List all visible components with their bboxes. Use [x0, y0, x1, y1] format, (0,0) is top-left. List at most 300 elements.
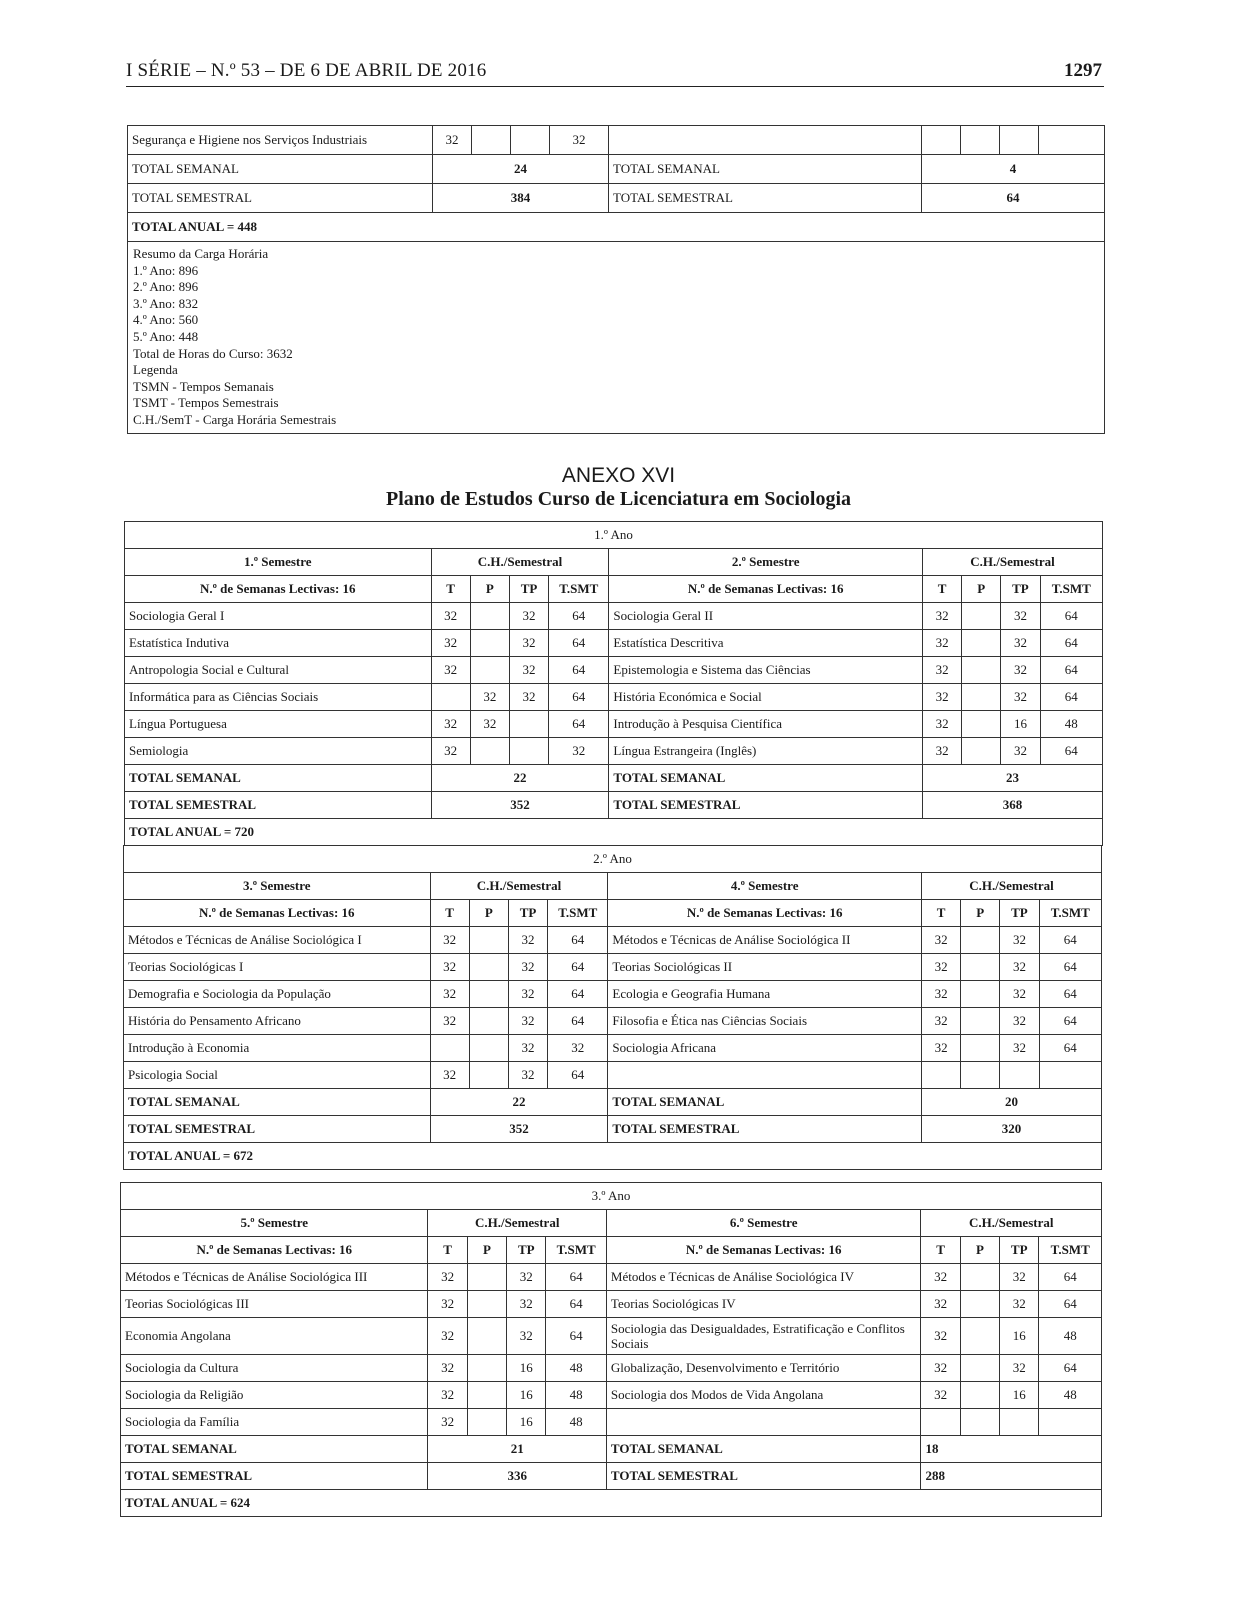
cell-tp: [511, 126, 550, 155]
cell-t: 32: [431, 630, 470, 657]
cell-tsmt: 64: [1039, 954, 1101, 981]
cell-t: 32: [921, 927, 960, 954]
cell-t: 32: [921, 1291, 960, 1318]
cell-t: [921, 1062, 960, 1089]
col-header-tp: TP: [508, 900, 547, 927]
cell-t: 32: [431, 657, 470, 684]
cell-t: 32: [921, 1008, 960, 1035]
cell-tp: 32: [508, 981, 547, 1008]
semester-header-row: [125, 549, 1103, 576]
cell-tp: 16: [1000, 1318, 1039, 1355]
summary-line: 1.º Ano: 896: [133, 262, 199, 278]
semester-header-row: [121, 1210, 1102, 1237]
total-semanal-right: 23: [922, 765, 1102, 792]
page-number: 1297: [1064, 60, 1102, 81]
cell-tp: 32: [509, 684, 548, 711]
cell-tp: 32: [509, 603, 548, 630]
semester-right: 6.º Semestre: [606, 1210, 921, 1237]
cell-p: [469, 981, 508, 1008]
cell-tsmt: 48: [546, 1409, 606, 1436]
weeks-header: N.º de Semanas Lectivas: 16: [124, 900, 431, 927]
total-semestral-label: TOTAL SEMESTRAL: [609, 792, 923, 819]
col-header-p: P: [962, 576, 1001, 603]
total-anual-row: [125, 819, 1103, 846]
col-header-tsmt: T.SMT: [1039, 1237, 1102, 1264]
semester-left: 5.º Semestre: [121, 1210, 428, 1237]
cell-tsmt: 64: [548, 981, 608, 1008]
total-semanal-row: [128, 155, 1105, 184]
ch-semestral-header: C.H./Semestral: [921, 1210, 1102, 1237]
cell-tsmt: 64: [549, 684, 609, 711]
cell-t: 32: [428, 1382, 467, 1409]
cell-tsmt: 64: [1040, 684, 1102, 711]
cell-tp: 32: [508, 1062, 547, 1089]
ch-semestral-header: C.H./Semestral: [428, 1210, 606, 1237]
cell-tp: 16: [507, 1409, 546, 1436]
cell-t: 32: [428, 1318, 467, 1355]
annex-title: Plano de Estudos Curso de Licenciatura em Sociologia: [385, 488, 851, 510]
cell-tsmt: 48: [1039, 1382, 1102, 1409]
col-header-tsmt: T.SMT: [1040, 576, 1102, 603]
course-name: Informática para as Ciências Sociais: [125, 684, 432, 711]
year-title-row: [121, 1183, 1102, 1210]
weeks-header: N.º de Semanas Lectivas: 16: [608, 900, 922, 927]
total-semanal-left: 22: [430, 1089, 608, 1116]
cell-tp: 16: [507, 1382, 546, 1409]
cell-tsmt: 64: [548, 1062, 608, 1089]
cell-t: 32: [430, 1008, 469, 1035]
cell-t: 32: [922, 711, 961, 738]
cell-t: 32: [921, 1035, 960, 1062]
cell-tp: 32: [507, 1318, 546, 1355]
col-header-t: T: [431, 576, 470, 603]
table-row: [125, 630, 1103, 657]
cell-p: [470, 657, 509, 684]
total-semestral-row: [121, 1463, 1102, 1490]
summary-row: [128, 242, 1105, 434]
cell-tsmt: 48: [1040, 711, 1102, 738]
course-name: Antropologia Social e Cultural: [125, 657, 432, 684]
cell-tp: 32: [509, 657, 548, 684]
cell-p: [962, 684, 1001, 711]
cell-tsmt: 64: [549, 630, 609, 657]
annex-number: ANEXO XVI: [561, 464, 676, 487]
cell-tsmt: 32: [550, 126, 609, 155]
cell-p: [960, 1409, 999, 1436]
cell-tsmt: 32: [548, 1035, 608, 1062]
cell-tp: 32: [1000, 1035, 1039, 1062]
cell-t: 32: [921, 1355, 960, 1382]
total-semanal-right: 18: [921, 1436, 1102, 1463]
cell-p: [467, 1291, 506, 1318]
course-name: Estatística Descritiva: [609, 630, 923, 657]
year-title: 3.º Ano: [121, 1183, 1102, 1210]
cell-tsmt: 64: [1039, 1264, 1102, 1291]
total-anual-row: [121, 1490, 1102, 1517]
col-header-p: P: [469, 900, 508, 927]
summary-line: Legenda: [133, 362, 178, 378]
page-header: [126, 60, 1104, 87]
table-row: [124, 1062, 1102, 1089]
total-semanal-right: 4: [922, 155, 1105, 184]
cell-tp: 16: [507, 1355, 546, 1382]
total-semanal-left: 21: [428, 1436, 606, 1463]
cell-tp: [1000, 1409, 1039, 1436]
cell-tp: 32: [1000, 1008, 1039, 1035]
cell-tp: 32: [1000, 1264, 1039, 1291]
cell-p: [469, 954, 508, 981]
series-title: I SÉRIE – N.º 53 – DE 6 DE ABRIL DE 2016: [126, 60, 487, 81]
course-name: Economia Angolana: [121, 1318, 428, 1355]
course-name: Língua Portuguesa: [125, 711, 432, 738]
total-semanal-right: 20: [921, 1089, 1101, 1116]
semester-left: 1.º Semestre: [125, 549, 432, 576]
course-name: Teorias Sociológicas III: [121, 1291, 428, 1318]
course-name: Sociologia da Cultura: [121, 1355, 428, 1382]
course-name: Sociologia das Desigualdades, Estratificação e Conflitos Sociais: [606, 1318, 921, 1355]
col-header-p: P: [467, 1237, 506, 1264]
cell-t: 32: [431, 603, 470, 630]
col-header-tsmt: T.SMT: [548, 900, 608, 927]
cell-tsmt: 64: [1039, 1035, 1101, 1062]
cell-tp: 32: [508, 1035, 547, 1062]
col-header-tsmt: T.SMT: [546, 1237, 606, 1264]
cell-t: 32: [431, 738, 470, 765]
table-row: [125, 711, 1103, 738]
cell-p: [472, 126, 511, 155]
total-semestral-row: [124, 1116, 1102, 1143]
cell-t: [431, 684, 470, 711]
cell-p: [467, 1264, 506, 1291]
total-semanal-row: [121, 1436, 1102, 1463]
summary-line: C.H./SemT - Carga Horária Semestrais: [133, 411, 337, 427]
col-header-tp: TP: [509, 576, 548, 603]
cell-tp: 32: [1000, 954, 1039, 981]
cell-t: [430, 1035, 469, 1062]
total-semanal-label: TOTAL SEMANAL: [609, 155, 922, 184]
cell-tsmt: 48: [1039, 1318, 1102, 1355]
cell-t: 32: [921, 954, 960, 981]
table-row: [121, 1318, 1102, 1355]
course-name: Globalização, Desenvolvimento e Território: [606, 1355, 921, 1382]
ch-semestral-header: C.H./Semestral: [430, 873, 608, 900]
cell-p: [467, 1355, 506, 1382]
cell-t: [921, 1409, 960, 1436]
cell-t: 32: [430, 954, 469, 981]
table-row: [124, 1035, 1102, 1062]
cell-tp: [509, 711, 548, 738]
cell-t: 32: [430, 1062, 469, 1089]
cell-tp: 32: [508, 927, 547, 954]
cell-tp: 32: [1000, 1355, 1039, 1382]
total-semanal-left: 22: [431, 765, 609, 792]
year-title: 1.º Ano: [125, 522, 1103, 549]
cell-t: 32: [430, 981, 469, 1008]
cell-p: [961, 1062, 1000, 1089]
cell-t: 32: [922, 684, 961, 711]
total-semestral-left: 352: [431, 792, 609, 819]
summary-line: 4.º Ano: 560: [133, 312, 199, 328]
cell-tsmt: 64: [549, 657, 609, 684]
cell-tp: 16: [1001, 711, 1040, 738]
total-semanal-row: [124, 1089, 1102, 1116]
cell-tp: 32: [1001, 738, 1040, 765]
cell-tsmt: [1039, 1409, 1102, 1436]
total-semestral-label: TOTAL SEMESTRAL: [608, 1116, 922, 1143]
course-name: Demografia e Sociologia da População: [124, 981, 431, 1008]
cell-p: [960, 1382, 999, 1409]
cell-tsmt: [1039, 1062, 1101, 1089]
course-name: Introdução à Economia: [124, 1035, 431, 1062]
table-row: [124, 927, 1102, 954]
course-name: Métodos e Técnicas de Análise Sociológica III: [121, 1264, 428, 1291]
table-row: [124, 981, 1102, 1008]
col-header-t: T: [921, 900, 960, 927]
cell-p: [961, 1008, 1000, 1035]
table-row: [124, 954, 1102, 981]
cell-tp: 32: [1000, 1291, 1039, 1318]
cell-tsmt: 64: [548, 927, 608, 954]
cell-tp: 16: [1000, 1382, 1039, 1409]
cell-tsmt: 64: [1039, 927, 1101, 954]
col-header-tp: TP: [1000, 900, 1039, 927]
weeks-header: N.º de Semanas Lectivas: 16: [121, 1237, 428, 1264]
table-row: [125, 684, 1103, 711]
workload-summary: [128, 242, 1105, 434]
total-semestral-row: [125, 792, 1103, 819]
cell-p: [962, 630, 1001, 657]
cell-tsmt: 48: [546, 1355, 606, 1382]
cell-tp: 32: [508, 954, 547, 981]
col-header-p: P: [961, 900, 1000, 927]
course-name: Semiologia: [125, 738, 432, 765]
ch-semestral-header: C.H./Semestral: [922, 549, 1102, 576]
course-name: Filosofia e Ética nas Ciências Sociais: [608, 1008, 922, 1035]
table-row: [125, 738, 1103, 765]
cell-p: [470, 630, 509, 657]
cell-p: [962, 603, 1001, 630]
table-row: [121, 1355, 1102, 1382]
total-semanal-label: TOTAL SEMANAL: [128, 155, 433, 184]
cell-p: [467, 1318, 506, 1355]
col-header-t: T: [921, 1237, 960, 1264]
table-row: [121, 1409, 1102, 1436]
course-name: [608, 1062, 922, 1089]
course-name: Língua Estrangeira (Inglês): [609, 738, 923, 765]
empty-cell: [609, 126, 922, 155]
cell-p: [470, 603, 509, 630]
total-semestral-row: [128, 184, 1105, 213]
year-table-2: [123, 845, 1102, 1170]
course-name: Métodos e Técnicas de Análise Sociológica IV: [606, 1264, 921, 1291]
course-name: Introdução à Pesquisa Científica: [609, 711, 923, 738]
cell-tp: 32: [1001, 630, 1040, 657]
cell-tp: 32: [1001, 603, 1040, 630]
col-header-tp: TP: [507, 1237, 546, 1264]
empty-cell: [1000, 126, 1039, 155]
cell-t: 32: [921, 981, 960, 1008]
total-semestral-label: TOTAL SEMESTRAL: [124, 1116, 431, 1143]
cell-tp: [509, 738, 548, 765]
cell-tsmt: 64: [548, 954, 608, 981]
total-semanal-label: TOTAL SEMANAL: [608, 1089, 922, 1116]
cell-p: [961, 981, 1000, 1008]
course-name: Ecologia e Geografia Humana: [608, 981, 922, 1008]
cell-t: 32: [430, 927, 469, 954]
cell-t: 32: [428, 1409, 467, 1436]
cell-tsmt: 64: [546, 1318, 606, 1355]
table-row: [125, 657, 1103, 684]
weeks-header: N.º de Semanas Lectivas: 16: [609, 576, 923, 603]
cell-tsmt: 64: [549, 711, 609, 738]
cell-p: [470, 738, 509, 765]
semester-right: 4.º Semestre: [608, 873, 922, 900]
cell-t: 32: [433, 126, 472, 155]
total-semestral-left: 352: [430, 1116, 608, 1143]
cell-tsmt: 64: [1040, 657, 1102, 684]
cell-p: [469, 1035, 508, 1062]
empty-cell: [1039, 126, 1105, 155]
empty-cell: [961, 126, 1000, 155]
total-anual-row: [128, 213, 1105, 242]
col-header-tsmt: T.SMT: [549, 576, 609, 603]
cell-p: [961, 1035, 1000, 1062]
cell-t: 32: [922, 738, 961, 765]
total-semanal-label: TOTAL SEMANAL: [606, 1436, 921, 1463]
cell-tsmt: 64: [1039, 1291, 1102, 1318]
course-name: História Económica e Social: [609, 684, 923, 711]
cell-tsmt: 64: [1040, 630, 1102, 657]
previous-plan-table: [127, 125, 1105, 434]
cell-t: 32: [922, 603, 961, 630]
column-header-row: [121, 1237, 1102, 1264]
total-semanal-label: TOTAL SEMANAL: [124, 1089, 431, 1116]
cell-p: [961, 954, 1000, 981]
cell-tp: 32: [1001, 657, 1040, 684]
course-name: Psicologia Social: [124, 1062, 431, 1089]
total-semestral-label: TOTAL SEMESTRAL: [121, 1463, 428, 1490]
cell-p: [469, 927, 508, 954]
cell-tp: 32: [507, 1291, 546, 1318]
cell-t: 32: [428, 1291, 467, 1318]
course-name: Teorias Sociológicas IV: [606, 1291, 921, 1318]
year-table-1: [124, 521, 1103, 846]
year-title-row: [125, 522, 1103, 549]
cell-p: [469, 1062, 508, 1089]
course-name: Estatística Indutiva: [125, 630, 432, 657]
course-name: Segurança e Higiene nos Serviços Industriais: [128, 126, 433, 155]
course-name: Sociologia da Religião: [121, 1382, 428, 1409]
col-header-tsmt: T.SMT: [1039, 900, 1101, 927]
course-name: Sociologia Africana: [608, 1035, 922, 1062]
cell-tsmt: 32: [549, 738, 609, 765]
weeks-header: N.º de Semanas Lectivas: 16: [606, 1237, 921, 1264]
cell-p: [960, 1264, 999, 1291]
col-header-p: P: [470, 576, 509, 603]
cell-t: 32: [428, 1264, 467, 1291]
total-semanal-label: TOTAL SEMANAL: [125, 765, 432, 792]
col-header-tp: TP: [1000, 1237, 1039, 1264]
course-name: Sociologia Geral I: [125, 603, 432, 630]
summary-line: 5.º Ano: 448: [133, 328, 199, 344]
total-semestral-right: 288: [921, 1463, 1102, 1490]
total-semanal-left: 24: [433, 155, 609, 184]
empty-cell: [922, 126, 961, 155]
course-name: Teorias Sociológicas II: [608, 954, 922, 981]
cell-t: 32: [428, 1355, 467, 1382]
cell-tp: [1000, 1062, 1039, 1089]
cell-p: [961, 927, 1000, 954]
cell-tp: 32: [1001, 684, 1040, 711]
column-header-row: [124, 900, 1102, 927]
semester-left: 3.º Semestre: [124, 873, 431, 900]
total-anual: TOTAL ANUAL = 624: [121, 1490, 1102, 1517]
summary-line: Resumo da Carga Horária: [133, 246, 269, 261]
cell-p: [962, 711, 1001, 738]
cell-tp: 32: [507, 1264, 546, 1291]
summary-line: Total de Horas do Curso: 3632: [133, 345, 293, 361]
course-name: Sociologia da Família: [121, 1409, 428, 1436]
cell-p: [962, 738, 1001, 765]
cell-tsmt: 64: [549, 603, 609, 630]
summary-line: TSMN - Tempos Semanais: [133, 378, 274, 394]
course-name: Sociologia Geral II: [609, 603, 923, 630]
cell-p: [960, 1318, 999, 1355]
table-row: [128, 126, 1105, 155]
course-name: Métodos e Técnicas de Análise Sociológica I: [124, 927, 431, 954]
cell-p: [469, 1008, 508, 1035]
cell-t: 32: [921, 1382, 960, 1409]
cell-tp: 32: [508, 1008, 547, 1035]
cell-p: [960, 1291, 999, 1318]
cell-p: 32: [470, 711, 509, 738]
cell-t: 32: [431, 711, 470, 738]
col-header-t: T: [428, 1237, 467, 1264]
total-semestral-right: 64: [922, 184, 1105, 213]
year-table-3: [120, 1182, 1102, 1517]
cell-p: [467, 1382, 506, 1409]
total-semanal-row: [125, 765, 1103, 792]
cell-tsmt: 64: [1040, 603, 1102, 630]
cell-tsmt: 64: [546, 1264, 606, 1291]
cell-tsmt: 64: [546, 1291, 606, 1318]
total-semestral-left: 384: [433, 184, 609, 213]
course-name: Métodos e Técnicas de Análise Sociológica II: [608, 927, 922, 954]
weeks-header: N.º de Semanas Lectivas: 16: [125, 576, 432, 603]
course-name: Epistemologia e Sistema das Ciências: [609, 657, 923, 684]
course-name: [606, 1409, 921, 1436]
cell-tsmt: 64: [548, 1008, 608, 1035]
total-anual: TOTAL ANUAL = 448: [128, 213, 1105, 242]
cell-p: 32: [470, 684, 509, 711]
table-row: [121, 1264, 1102, 1291]
cell-t: 32: [922, 657, 961, 684]
cell-p: [962, 657, 1001, 684]
cell-tp: 32: [1000, 981, 1039, 1008]
total-semestral-left: 336: [428, 1463, 606, 1490]
total-anual: TOTAL ANUAL = 720: [125, 819, 1103, 846]
course-name: História do Pensamento Africano: [124, 1008, 431, 1035]
ch-semestral-header: C.H./Semestral: [921, 873, 1101, 900]
column-header-row: [125, 576, 1103, 603]
table-row: [124, 1008, 1102, 1035]
cell-tsmt: 64: [1039, 1355, 1102, 1382]
total-semestral-right: 368: [922, 792, 1102, 819]
table-row: [121, 1291, 1102, 1318]
summary-line: TSMT - Tempos Semestrais: [133, 395, 279, 411]
total-semanal-label: TOTAL SEMANAL: [121, 1436, 428, 1463]
cell-tp: 32: [509, 630, 548, 657]
